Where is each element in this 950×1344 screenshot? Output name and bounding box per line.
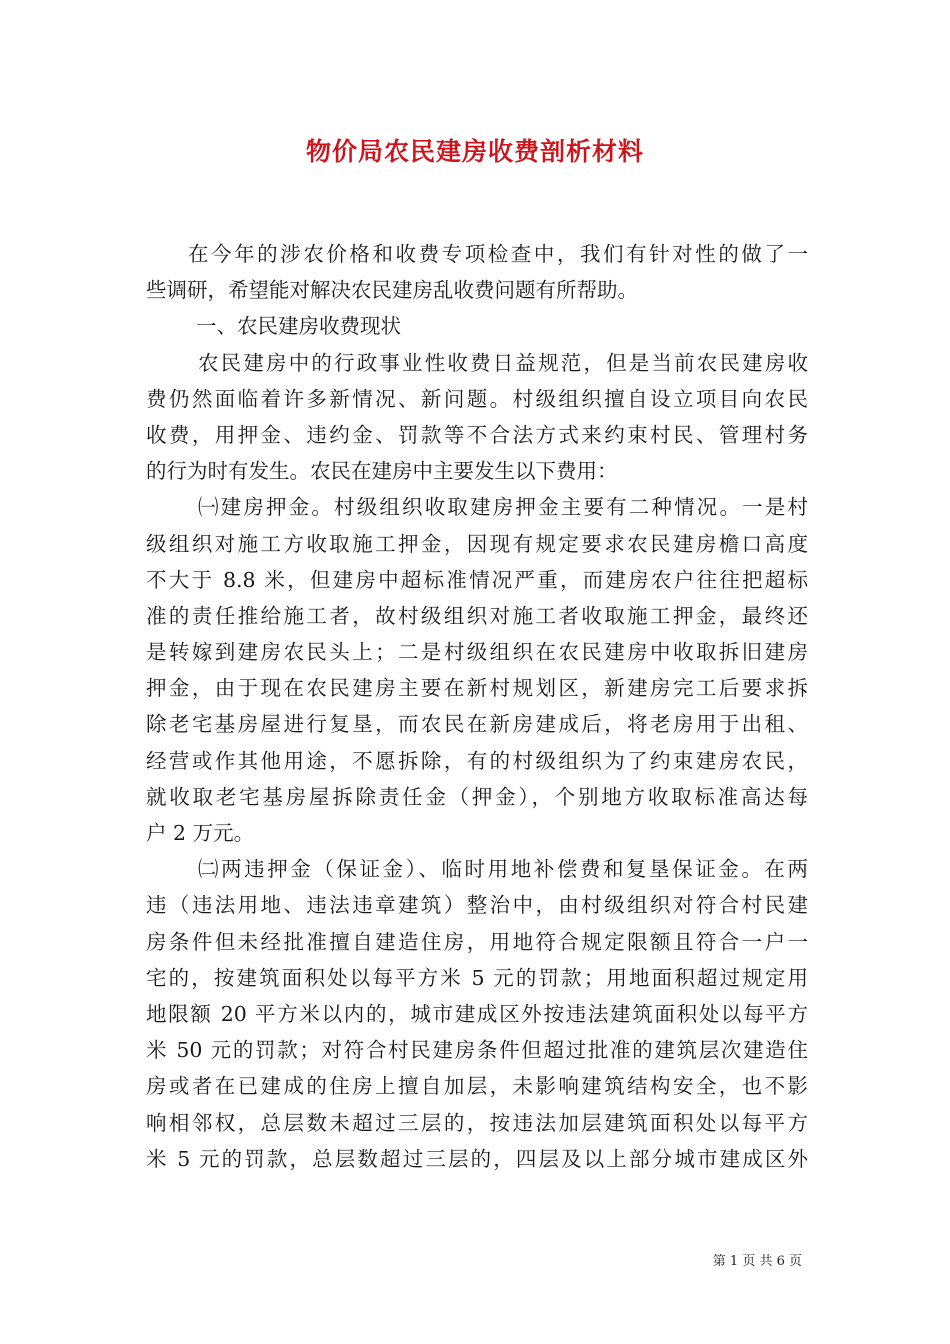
text-line: 违（违法用地、违法违章建筑）整治中，由村级组织对符合村民建 (146, 893, 808, 918)
text-line: 不大于 8.8 米，但建房中超标准情况严重，而建房农户往往把超标 (146, 567, 808, 592)
text-line: 户 2 万元。 (146, 821, 255, 845)
text-line: 农民建房中的行政事业性收费日益规范，但是当前农民建房收 (198, 350, 808, 375)
text-line: 米 50 元的罚款；对符合村民建房条件但超过批准的建筑层次建造住 (146, 1038, 808, 1063)
text-line: 米 5 元的罚款，总层数超过三层的，四层及以上部分城市建成区外 (146, 1146, 808, 1171)
text-line: 在今年的涉农价格和收费专项检查中，我们有针对性的做了一 (188, 242, 808, 266)
text-line: 地限额 20 平方米以内的，城市建成区外按违法建筑面积处以每平方 (146, 1001, 808, 1026)
text-line: 房条件但未经批准擅自建造住房，用地符合规定限额且符合一户一 (146, 929, 808, 954)
text-line: 费仍然面临着许多新情况、新问题。村级组织擅自设立项目向农民 (146, 386, 808, 411)
text-line: 押金，由于现在农民建房主要在新村规划区，新建房完工后要求拆 (146, 676, 808, 701)
text-line: 除老宅基房屋进行复垦，而农民在新房建成后，将老房用于出租、 (146, 712, 808, 737)
text-line: 房或者在已建成的住房上擅自加层，未影响建筑结构安全，也不影 (146, 1074, 808, 1099)
text-line: 就收取老宅基房屋拆除责任金（押金），个别地方收取标准高达每 (146, 784, 808, 809)
text-line: 收费，用押金、违约金、罚款等不合法方式来约束村民、管理村务 (146, 422, 808, 447)
text-line: 级组织对施工方收取施工押金，因现有规定要求农民建房檐口高度 (146, 531, 808, 556)
text-line: 宅的，按建筑面积处以每平方米 5 元的罚款；用地面积超过规定用 (146, 965, 808, 990)
text-line: 响相邻权，总层数未超过三层的，按违法加层建筑面积处以每平方 (146, 1110, 808, 1135)
text-line: 准的责任推给施工者，故村级组织对施工者收取施工押金，最终还 (146, 603, 808, 628)
text-line: 是转嫁到建房农民头上；二是村级组织在农民建房中收取拆旧建房 (146, 640, 808, 665)
document-title: 物价局农民建房收费剖析材料 (305, 137, 644, 166)
text-line: 些调研，希望能对解决农民建房乱收费问题有所帮助。 (146, 278, 638, 303)
text-line: ㈠建房押金。村级组织收取建房押金主要有二种情况。一是村 (198, 495, 808, 520)
document-body (146, 236, 808, 1177)
page-number: 第 1 页 共 6 页 (712, 1254, 802, 1269)
text-line: 的行为时有发生。农民在建房中主要发生以下费用： (146, 459, 618, 484)
text-line: 经营或作其他用途，不愿拆除，有的村级组织为了约束建房农民， (146, 748, 808, 773)
text-line: ㈡两违押金（保证金）、临时用地补偿费和复垦保证金。在两 (198, 857, 808, 882)
section-heading: 一、农民建房收费现状 (196, 314, 401, 339)
